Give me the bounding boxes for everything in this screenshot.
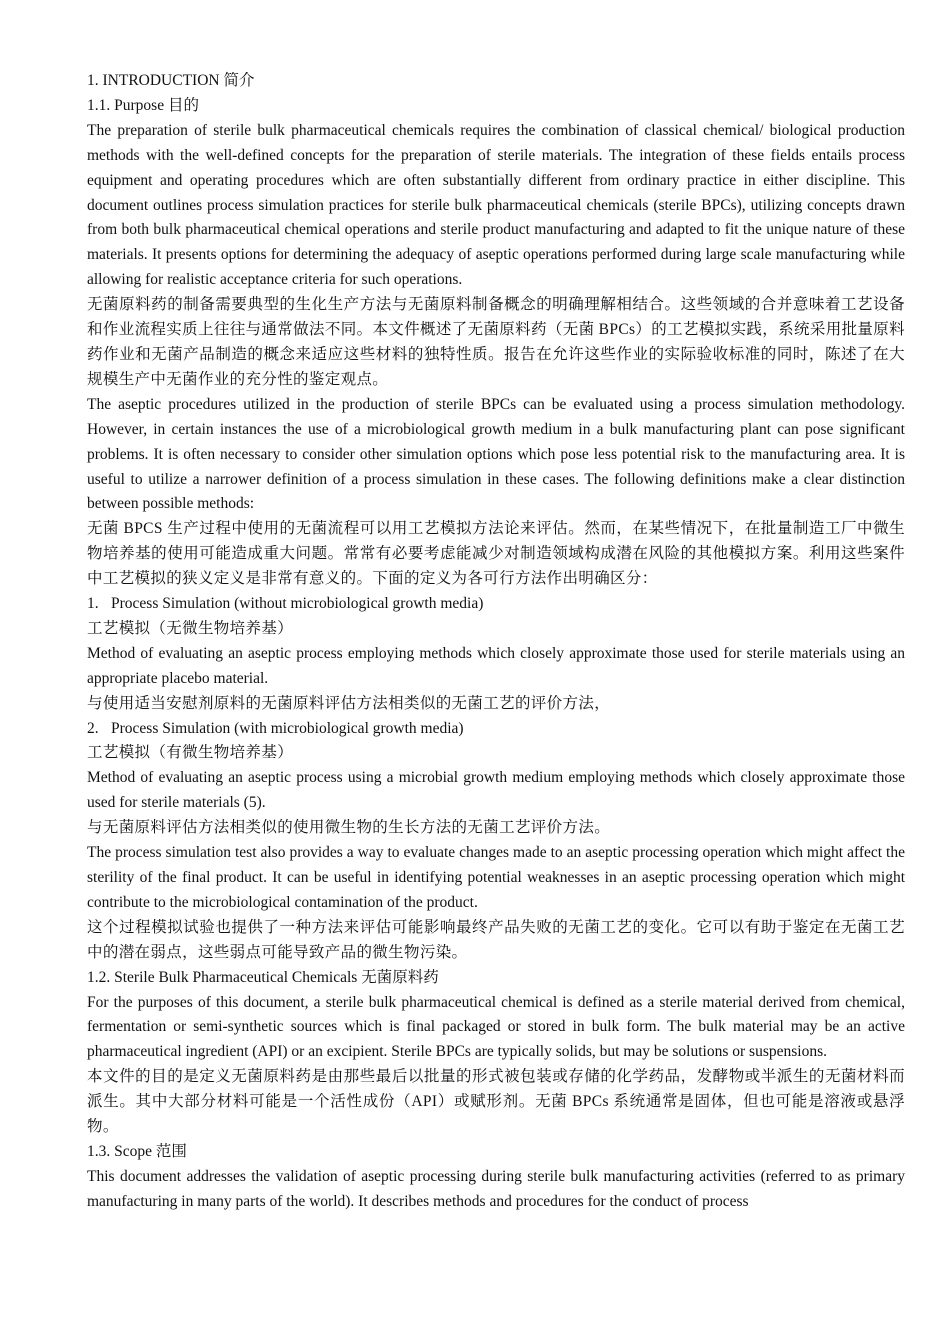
list-item-1-title-zh: 工艺模拟（无微生物培养基）: [87, 619, 294, 637]
paragraph-4-en: For the purposes of this document, a sterile bulk pharmaceutical chemical is defined as a sterile material derived from chemical, fermentation or semi-synthetic sources which is final packaged or stored in bulk form. The bulk material may be an active pharmaceutical ingredient (API) or an excipient. Sterile BPCs are typically solids, but may be solutions or suspensions.: [87, 993, 905, 1061]
paragraph-2-zh: 无菌 BPCS 生产过程中使用的无菌流程可以用工艺模拟方法论来评估。然而，在某些情况下，在批量制造工厂中微生物培养基的使用可能造成重大问题。常常有必要考虑能减少对制造领域构成潜在风险的其他模拟方案。利用这些案件中工艺模拟的狭义定义是非常有意义的。下面的定义为各可行方法作出明确区分：: [87, 520, 905, 588]
list-item-1-number: 1.: [87, 595, 99, 613]
paragraph-1-zh: 无菌原料药的制备需要典型的生化生产方法与无菌原料制备概念的明确理解相结合。这些领域的合并意味着工艺设备和作业流程实质上往往与通常做法不同。本文件概述了无菌原料药（无菌 BPCs）的工艺模拟实践，系统采用批量原料药作业和无菌产品制造的概念来适应这些材料的独特性质。报告在允许这些作业的实际验收标准的同时，陈述了在大规模生产中无菌作业的充分性的鉴定观点。: [87, 296, 905, 388]
paragraph-2-en: The aseptic procedures utilized in the production of sterile BPCs can be evaluated using a process simulation methodology. However, in certain instances the use of a microbiological growth medium in a bulk manufacturing plant can pose significant problems. It is often necessary to consider other simulation options which pose less potential risk to the manufacturing area. It is useful to utilize a narrower definition of a process simulation in these cases. The following definitions make a clear distinction between possible methods:: [87, 395, 905, 513]
list-item-1-label: Process Simulation (without microbiological growth media): [111, 595, 484, 613]
list-item-1-description-zh: 与使用适当安慰剂原料的无菌原料评估方法相类似的无菌工艺的评价方法，: [87, 694, 611, 712]
list-item-2-title-zh: 工艺模拟（有微生物培养基）: [87, 744, 294, 762]
paragraph-4-zh: 本文件的目的是定义无菌原料药是由那些最后以批量的形式被包装或存储的化学药品，发酵物或半派生的无菌材料而派生。其中大部分材料可能是一个活性成份（API）或赋形剂。无菌 BPCs 系统通常是固体，但也可能是溶液或悬浮物。: [87, 1068, 905, 1136]
paragraph-3-en: The process simulation test also provides a way to evaluate changes made to an aseptic processing operation which might affect the sterility of the final product. It can be useful in identifying potential weaknesses in an aseptic processing operation which might contribute to the microbiological contamination of the product.: [87, 844, 905, 911]
section-heading-scope: 1.3. Scope 范围: [87, 1142, 187, 1160]
list-item-2-title: [87, 717, 905, 742]
paragraph-3-zh: 这个过程模拟试验也提供了一种方法来评估可能影响最终产品失败的无菌工艺的变化。它可以有助于鉴定在无菌工艺中的潜在弱点，这些弱点可能导致产品的微生物污染。: [87, 918, 905, 961]
list-item-2-description-zh: 与无菌原料评估方法相类似的使用微生物的生长方法的无菌工艺评价方法。: [87, 819, 611, 837]
paragraph-1-en: The preparation of sterile bulk pharmaceutical chemicals requires the combination of classical chemical/ biological production methods with the well-defined concepts for the preparation of sterile materials. The integration of these fields entails process equipment and operating procedures which are often substantially different from ordinary practice in either discipline. This document outlines process simulation practices for sterile bulk pharmaceutical chemicals (sterile BPCs), utilizing concepts drawn from both bulk pharmaceutical chemical operations and sterile product manufacturing and adapted to fit the unique nature of these materials. It presents options for determining the adequacy of aseptic operations performed during large scale manufacturing while allowing for realistic acceptance criteria for such operations.: [87, 121, 905, 289]
list-item-1-title: [87, 592, 905, 617]
paragraph-5-en: This document addresses the validation of aseptic processing during sterile bulk manufacturing activities (referred to as primary manufacturing in many parts of the world). It describes methods and procedures for the conduct of process: [87, 1167, 905, 1210]
list-item-2-description-en: Method of evaluating an aseptic process using a microbial growth medium employing methods which closely approximate those used for sterile materials (5).: [87, 769, 905, 812]
list-item-1-description-en: Method of evaluating an aseptic process employing methods which closely approximate those used for sterile materials using an appropriate placebo material.: [87, 644, 905, 687]
section-heading-introduction: 1. INTRODUCTION 简介: [87, 72, 255, 89]
section-heading-sterile-bpc: 1.2. Sterile Bulk Pharmaceutical Chemicals 无菌原料药: [87, 968, 439, 986]
list-item-2-number: 2.: [87, 719, 99, 737]
list-item-2-label: Process Simulation (with microbiological growth media): [111, 719, 464, 737]
section-heading-purpose: 1.1. Purpose 目的: [87, 96, 199, 114]
